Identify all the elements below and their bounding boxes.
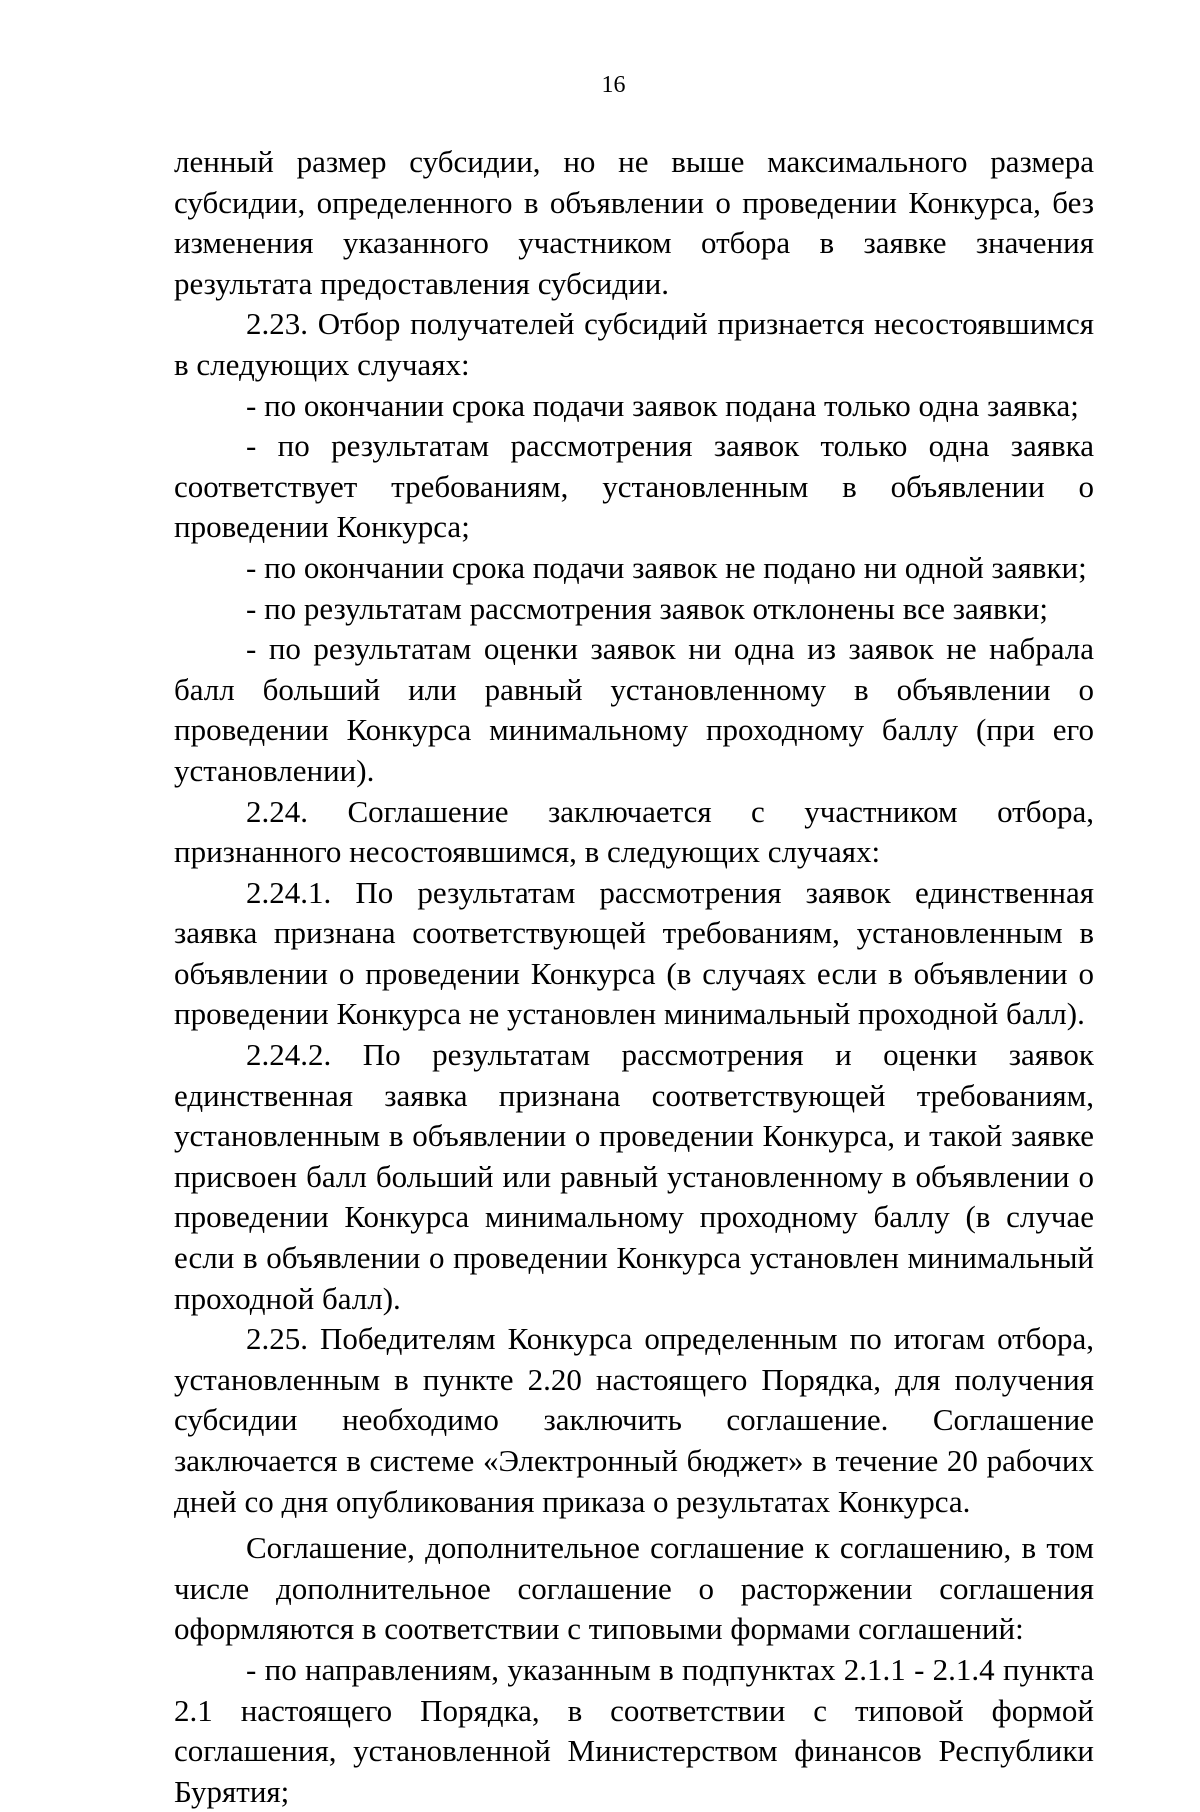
list-item: - по результатам рассмотрения заявок только одна заявка соответствует требованиям, установленным в объявлении о проведении Конкурса; [174, 428, 1094, 545]
paragraph-2-25: 2.25. Победителям Конкурса определенным по итогам отбора, установленным в пункте 2.20 настоящего Порядка, для получения субсидии необходимо заключить соглашение. Соглашение заключается в системе «Электронный бюджет» в течение 20 рабочих дней со дня опубликования приказа о результатах Конкурса. [174, 1321, 1094, 1519]
paragraph-2-24: 2.24. Соглашение заключается с участником отбора, признанного несостоявшимся, в следующих случаях: [174, 793, 1094, 870]
document-body [174, 142, 1094, 1812]
page-number: 16 [601, 72, 626, 98]
paragraph-2-24-1: 2.24.1. По результатам рассмотрения заявок единственная заявка признана соответствующей требованиям, установленным в объявлении о проведении Конкурса (в случаях если в объявлении о проведении Конкурса не установлен минимальный проходной балл). [174, 874, 1094, 1032]
list-item: - по результатам оценки заявок ни одна из заявок не набрала балл больший или равный установленному в объявлении о проведении Конкурса минимальному проходному баллу (при его установлении). [174, 631, 1094, 788]
paragraph: Соглашение, дополнительное соглашение к соглашению, в том числе дополнительное соглашение о расторжении соглашения оформляются в соответствии с типовыми формами соглашений: [174, 1530, 1094, 1647]
paragraph: ленный размер субсидии, но не выше максимального размера субсидии, определенного в объявлении о проведении Конкурса, без изменения указанного участником отбора в заявке значения результата предоставления субсидии. [174, 144, 1094, 301]
list-item: - по результатам рассмотрения заявок отклонены все заявки; [246, 590, 1048, 626]
list-item: - по направлениям, указанным в подпунктах 2.1.1 - 2.1.4 пункта 2.1 настоящего Порядка, в соответствии с типовой формой соглашения, установленной Министерством финансов Республики Бурятия; [174, 1651, 1094, 1809]
paragraph-2-24-2: 2.24.2. По результатам рассмотрения и оценки заявок единственная заявка признана соответствующей требованиям, установленным в объявлении о проведении Конкурса, и такой заявке присвоен балл больший или равный установленному в объявлении о проведении Конкурса минимальному проходному баллу (в случае если в объявлении о проведении Конкурса установлен минимальный проходной балл). [174, 1037, 1094, 1316]
list-item: - по окончании срока подачи заявок не подано ни одной заявки; [246, 549, 1087, 585]
list-item: - по окончании срока подачи заявок подана только одна заявка; [246, 387, 1079, 423]
paragraph-2-23: 2.23. Отбор получателей субсидий признается несостоявшимся в следующих случаях: [174, 306, 1094, 382]
